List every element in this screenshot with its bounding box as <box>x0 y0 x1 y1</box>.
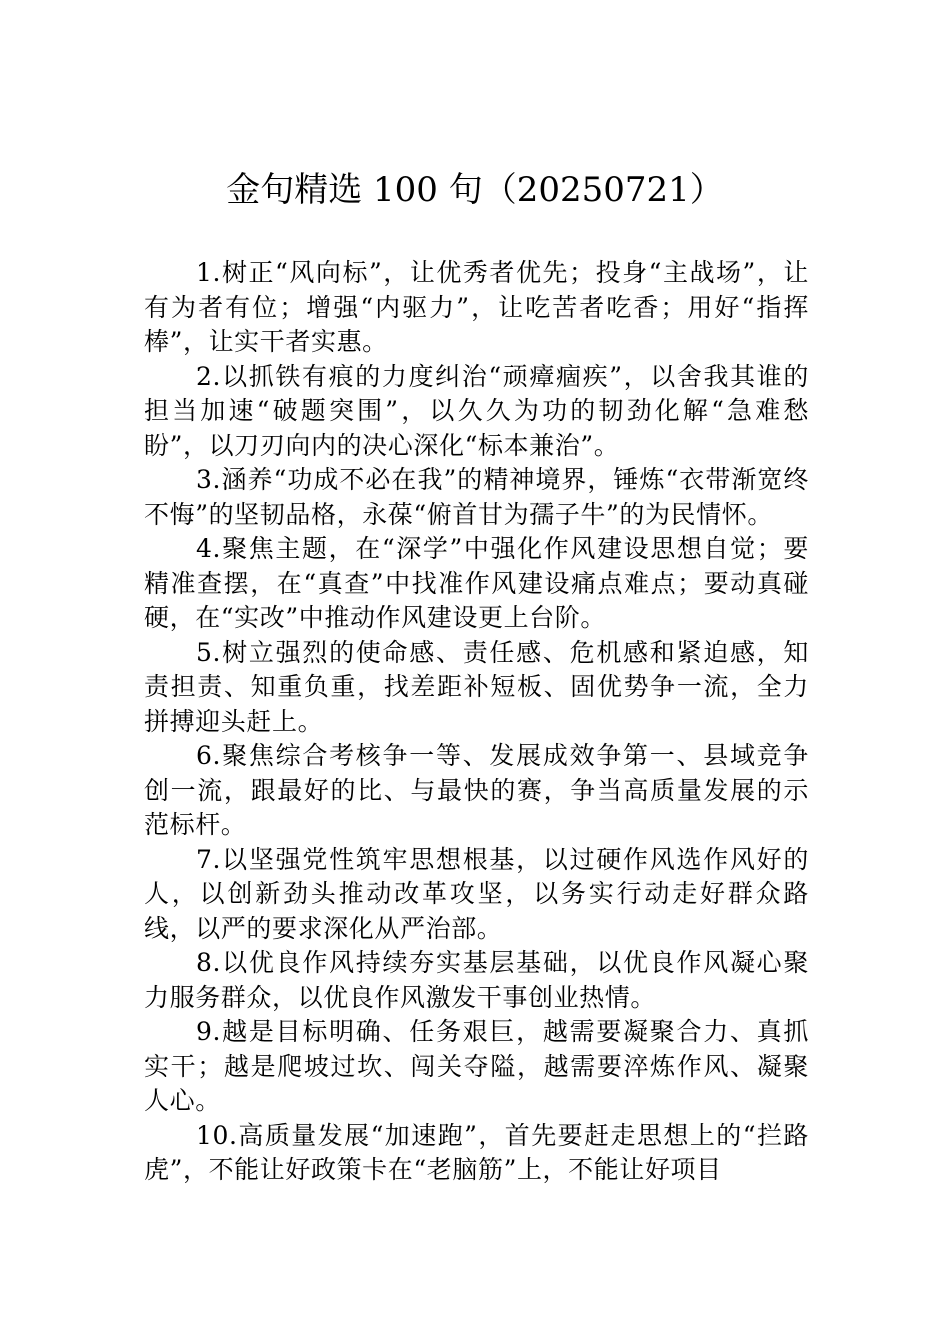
paragraph-6: 6.聚焦综合考核争一等、发展成效争第一、县域竞争创一流，跟最好的比、与最快的赛，争当高质量发展的示范标杆。 <box>144 741 809 839</box>
paragraph-9: 9.越是目标明确、任务艰巨，越需要凝聚合力、真抓实干；越是爬坡过坎、闯关夺隘，越需要淬炼作风、凝聚人心。 <box>144 1017 809 1115</box>
paragraph-2: 2.以抓铁有痕的力度纠治“顽瘴痼疾”，以舍我其谁的担当加速“破题突围”，以久久为功的韧劲化解“急难愁盼”，以刀刃向内的决心深化“标本兼治”。 <box>144 361 809 460</box>
paragraph-5: 5.树立强烈的使命感、责任感、危机感和紧迫感，知责担责、知重负重，找差距补短板、固优势争一流，全力拼搏迎头赶上。 <box>144 637 809 736</box>
paragraph-8: 8.以优良作风持续夯实基层基础，以优良作风凝心聚力服务群众，以优良作风激发干事创业热情。 <box>144 948 809 1012</box>
paragraph-4: 4.聚焦主题，在“深学”中强化作风建设思想自觉；要精准查摆，在“真查”中找准作风建设痛点难点；要动真碰硬，在“实改”中推动作风建设更上台阶。 <box>144 534 809 632</box>
document-title: 金句精选 100 句（20250721） <box>226 170 724 210</box>
paragraph-7: 7.以坚强党性筑牢思想根基，以过硬作风选作风好的人，以创新劲头推动改革攻坚，以务实行动走好群众路线，以严的要求深化从严治部。 <box>144 844 809 943</box>
paragraph-10: 10.高质量发展“加速跑”，首先要赶走思想上的“拦路虎”，不能让好政策卡在“老脑筋”上，不能让好项目 <box>144 1120 809 1184</box>
document-body <box>144 256 809 1188</box>
paragraph-3: 3.涵养“功成不必在我”的精神境界，锤炼“衣带渐宽终不悔”的坚韧品格，永葆“俯首甘为孺子牛”的为民情怀。 <box>144 465 809 529</box>
paragraph-1: 1.树正“风向标”，让优秀者优先；投身“主战场”，让有为者有位；增强“内驱力”，让吃苦者吃香；用好“指挥棒”，让实干者实惠。 <box>144 258 809 356</box>
